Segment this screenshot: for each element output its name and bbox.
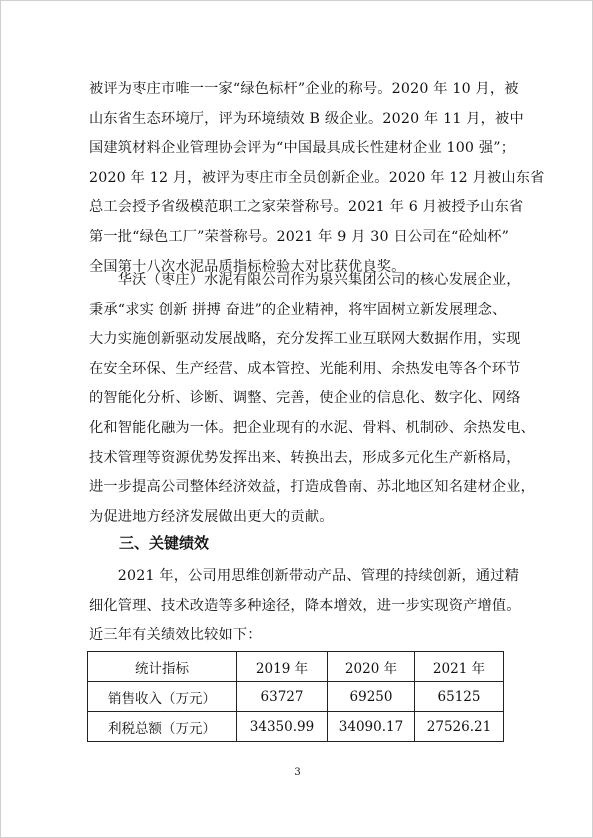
- table-row: [88, 682, 504, 712]
- paragraph-company-strategy: [89, 266, 536, 532]
- table-cell: 34350.99: [237, 712, 328, 742]
- table-header-row: [88, 652, 504, 682]
- table-cell: 69250: [328, 682, 415, 712]
- table-cell: 65125: [415, 682, 504, 712]
- text-line: 全国第十八次水泥品质指标检验大对比获优良奖。: [89, 258, 406, 275]
- text-line: 国建筑材料企业管理协会评为“中国最具成长性建材企业 100 强”；: [89, 140, 516, 157]
- text-line: 化和智能化融为一体。把企业现有的水泥、骨料、机制砂、余热发电、: [89, 419, 536, 436]
- text-line: 秉承“求实 创新 拼搏 奋进”的企业精神，将牢固树立新发展理念、: [89, 301, 507, 318]
- text-line: 山东省生态环境厅，评为环境绩效 B 级企业。2020 年 11 月，被中: [89, 110, 524, 127]
- table-cell: 利税总额（万元）: [88, 712, 237, 742]
- performance-table: [87, 651, 504, 742]
- text-line: 华沃（枣庄）水泥有限公司作为泉兴集团公司的核心发展企业，: [89, 272, 521, 288]
- text-line: 技术管理等资源优势发挥出来、转换出去，形成多元化生产新格局，: [89, 449, 521, 466]
- section-heading: 三、关键绩效: [119, 534, 210, 552]
- text-line: 大力实施创新驱动发展战略，充分发挥工业互联网大数据作用，实现: [89, 331, 521, 348]
- table-cell: 63727: [237, 682, 328, 712]
- text-line: 进一步提高公司整体经济效益，打造成鲁南、苏北地区知名建材企业，: [89, 479, 536, 496]
- table-row: [88, 712, 504, 742]
- table-cell: 27526.21: [415, 712, 504, 742]
- table-cell: 34090.17: [328, 712, 415, 742]
- text-line: 为促进地方经济发展做出更大的贡献。: [89, 508, 334, 525]
- paragraph-awards: [89, 75, 545, 282]
- text-line: 第一批“绿色工厂”荣誉称号。2021 年 9 月 30 日公司在“砼灿杯”: [89, 228, 510, 245]
- table-header-cell: 2021 年: [415, 652, 504, 682]
- table-cell: 销售收入（万元）: [88, 682, 237, 712]
- text-line: 在安全环保、生产经营、成本管控、光能利用、余热发电等各个环节: [89, 360, 521, 377]
- text-line: 总工会授予省级模范职工之家荣誉称号。2021 年 6 月被授予山东省: [89, 199, 524, 216]
- text-line: 近三年有关绩效比较如下：: [89, 627, 262, 644]
- paragraph-performance-intro: [89, 562, 521, 651]
- text-line: 2020 年 12 月，被评为枣庄市全员创新企业。2020 年 12 月被山东省: [89, 169, 545, 186]
- table-header-cell: 2020 年: [328, 652, 415, 682]
- page-number: 3: [294, 767, 301, 778]
- text-line: 的智能化分析、诊断、调整、完善，使企业的信息化、数字化、网络: [89, 390, 521, 407]
- table-header-cell: 2019 年: [237, 652, 328, 682]
- table-header-cell: 统计指标: [88, 652, 237, 682]
- text-line: 2021 年，公司用思维创新带动产品、管理的持续创新，通过精: [89, 568, 520, 584]
- text-line: 被评为枣庄市唯一一家“绿色标杆”企业的称号。2020 年 10 月，被: [89, 81, 519, 97]
- text-line: 细化管理、技术改造等多种途径，降本增效，进一步实现资产增值。: [89, 597, 521, 614]
